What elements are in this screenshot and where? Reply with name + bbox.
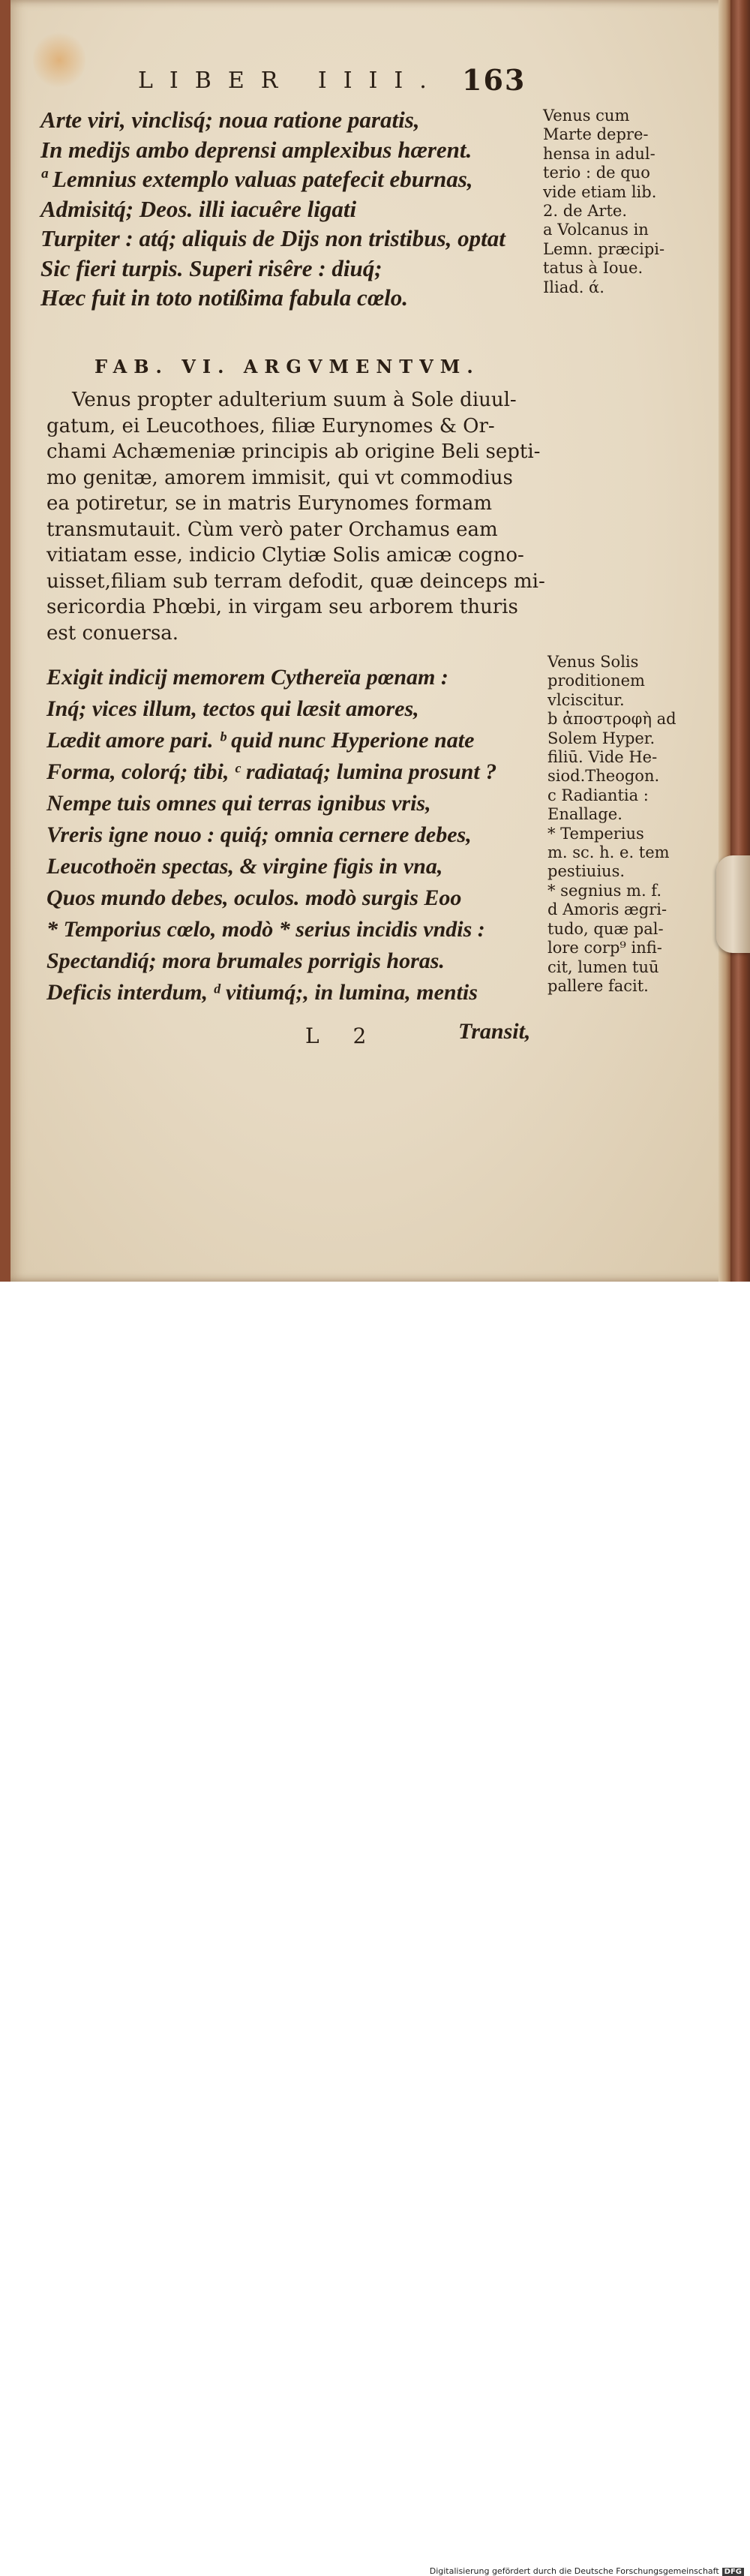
margin-note-line: Enallage.	[548, 805, 622, 824]
argument-line: Venus propter adulterium suum à Sole diuul-	[72, 389, 517, 411]
margin-note-line: Lemn. præcipi-	[543, 239, 665, 258]
margin-note-line: vide etiam lib.	[543, 182, 657, 201]
footer-bar	[0, 1282, 750, 2576]
book-binding	[730, 0, 750, 1282]
verse-line: Deficis interdum, ᵈ vitiumq́;, in lumina, mentis	[46, 980, 478, 1005]
margin-note-line: pestiuius.	[548, 862, 626, 881]
verse-line: Turpiter : atq́; aliquis de Dijs non tristibus, optat	[40, 225, 506, 251]
book-page	[10, 0, 730, 1282]
margin-note-line: * segnius m. f.	[548, 881, 662, 900]
catchword: Transit,	[458, 1019, 531, 1044]
margin-notes-bottom	[548, 653, 676, 996]
argument-paragraph	[46, 387, 545, 646]
verse-line: Nempe tuis omnes qui terras ignibus vris,	[46, 791, 431, 816]
margin-note-line: c Radiantia :	[548, 786, 649, 804]
argument-line: vitiatam esse, indicio Clytiæ Solis amicæ cogno-	[46, 544, 524, 567]
verse-line: Sic fieri turpis. Superi risêre : diuq́;	[40, 254, 382, 281]
margin-note-line: tatus à Ioue.	[543, 259, 644, 278]
argument-line: mo genitæ, amorem immisit, qui vt commodius	[46, 466, 513, 489]
verse-line: Inq́; vices illum, tectos qui læsit amores,	[46, 696, 419, 721]
verse-line: Admisitq́; Deos. illi iacuêre ligati	[40, 195, 357, 222]
margin-note-line: siod.Theogon.	[548, 767, 660, 786]
argument-line: uisset,filiam sub terram defodit, quæ deinceps mi-	[46, 570, 545, 593]
verse-line: Lædit amore pari. ᵇ quid nunc Hyperione nate	[46, 728, 475, 753]
page-edge	[718, 0, 730, 1282]
page-number: 163	[462, 63, 526, 97]
verse-line: In medijs ambo deprensi amplexibus hærent.	[40, 136, 472, 163]
verse-line: Vreris igne nouo : quiq́; omnia cernere debes,	[46, 822, 472, 847]
margin-note-line: Marte depre-	[543, 125, 649, 144]
margin-note-line: * Temperius	[548, 824, 644, 843]
margin-note-line: proditionem	[548, 672, 645, 690]
margin-note-line: b ἀποστροφὴ ad	[548, 710, 676, 729]
argument-line: est conuersa.	[46, 621, 179, 645]
verse-line: Arte viri, vinclisq́; noua ratione paratis,	[40, 107, 420, 133]
digitization-credit	[430, 2566, 744, 2576]
argument-line: sericordia Phœbi, in virgam seu arborem thuris	[46, 596, 518, 618]
argument-line: transmutauit. Cùm verò pater Orchamus eam	[46, 518, 498, 541]
margin-note-line: hensa in adul-	[543, 144, 656, 163]
verse-line: * Temporius cœlo, modò * serius incidis vndis :	[46, 917, 485, 942]
page-clip	[716, 855, 750, 953]
credit-text: Digitalisierung gefördert durch die Deutsche Forschungsgemeinschaft	[429, 2566, 719, 2576]
paper-stain	[33, 30, 86, 90]
signature-mark: L 2	[305, 1023, 380, 1048]
margin-note-line: m. sc. h. e. tem	[548, 843, 670, 862]
margin-note-line: Iliad. ά.	[543, 278, 604, 296]
margin-note-line: Venus cum	[543, 107, 630, 125]
margin-note-line: Solem Hyper.	[548, 729, 656, 747]
argument-line: chami Achæmeniæ principis ab origine Beli septi-	[46, 440, 541, 463]
dfg-logo: DFG	[722, 2568, 744, 2576]
margin-note-line: terio : de quo	[543, 164, 650, 182]
margin-note-line: 2. de Arte.	[543, 202, 628, 221]
verse-line: ª Lemnius extemplo valuas patefecit eburnas,	[40, 166, 473, 192]
margin-note-line: d Amoris ægri-	[548, 900, 668, 919]
verse-line: Spectandiq́; mora brumales porrigis horas.	[46, 948, 445, 973]
argument-line: gatum, ei Leucothoes, filiæ Eurynomes & Or-	[46, 414, 495, 437]
verse-block-top	[40, 105, 506, 313]
verse-line: Exigit indicij memorem Cythereïa pœnam :	[46, 665, 448, 690]
argument-line: ea potiretur, se in matris Eurynomes formam	[46, 492, 493, 515]
verse-line: Forma, colorq́; tibi, ᶜ radiataq́; lumina prosunt ?	[46, 759, 497, 784]
verse-line: Hæc fuit in toto notißima fabula cœlo.	[40, 284, 409, 311]
margin-note-line: a Volcanus in	[543, 221, 649, 239]
margin-notes-top	[543, 107, 664, 297]
running-head: LIBER IIII.	[138, 68, 443, 94]
verse-line: Quos mundo debes, oculos. modò surgis Eoo	[46, 885, 462, 910]
margin-note-line: lore corp⁹ infi-	[548, 939, 662, 957]
margin-note-line: vlciscitur.	[548, 690, 625, 709]
margin-note-line: cit, lumen tuū	[548, 957, 659, 976]
margin-note-line: filiū. Vide He-	[548, 748, 658, 767]
verse-line: Leucothoën spectas, & virgine figis in vna,	[46, 854, 443, 879]
margin-note-line: tudo, quæ pal-	[548, 919, 664, 938]
verse-block-bottom	[46, 662, 496, 1008]
margin-note-line: pallere facit.	[548, 976, 649, 995]
margin-note-line: Venus Solis	[548, 653, 639, 671]
fabula-heading: FAB. VI. ARGVMENTVM.	[94, 356, 480, 377]
